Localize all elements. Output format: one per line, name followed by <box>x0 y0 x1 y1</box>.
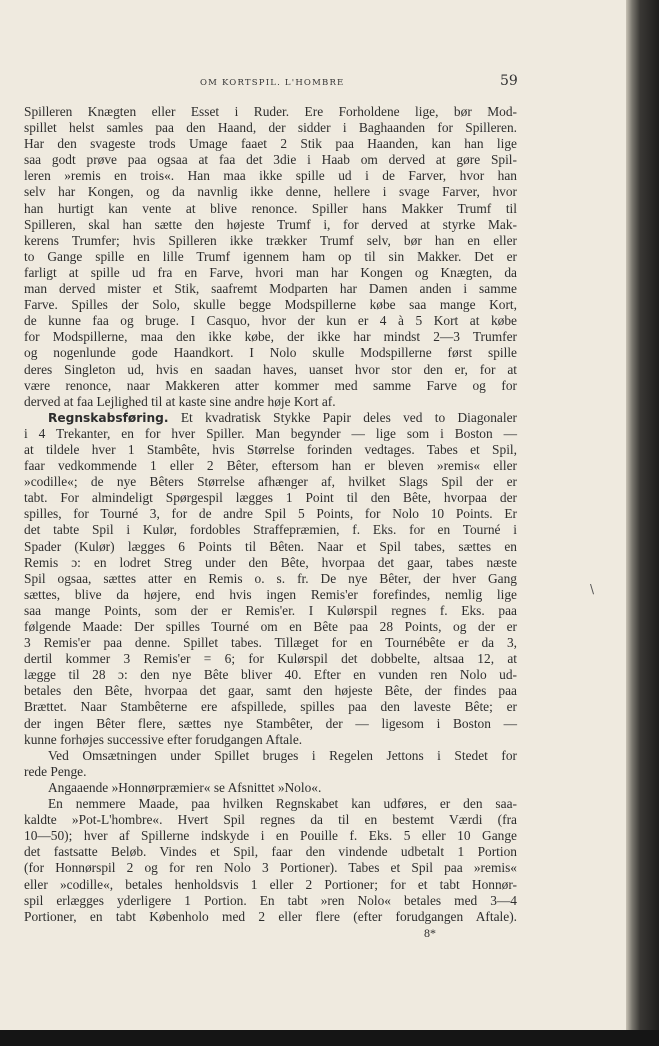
text-line: deres Singleton ud, hvis en saadan haves, uanset hvor stor den er, for at <box>24 361 517 377</box>
text-line: tabt. For almindeligt Spørgespil lægges 1 Point til den Bête, hvorpaa der <box>24 490 517 506</box>
section-first-line-text: Et kvadratisk Stykke Papir deles ved to Diagonaler <box>180 409 517 425</box>
text-line: eller »codille«, betales henholdsvis 1 eller 2 Portioner; for et tabt Honnør- <box>24 876 517 892</box>
text-line: faar vedkommende 1 eller 2 Bêter, eftersom han er bleven »remis« eller <box>24 458 517 474</box>
text-line: to Gange spille en lille Trumf igennem ham op til sin Makker. Det er <box>24 248 517 264</box>
text-line: dertil kommer 3 Remis'er = 6; for Kulørspil det dobbelte, altsaa 12, at <box>24 651 517 667</box>
text-line: (for Honnørspil 2 og for ren Nolo 3 Portioner). Tabes et Spil paa »remis« <box>24 860 517 876</box>
text-line: derved at faa Lejlighed til at kaste sine andre høje Kort af. <box>24 393 336 409</box>
text-line: spil erlægges yderligere 1 Portion. En tabt »ren Nolo« betales med 3—4 <box>24 892 517 908</box>
text-line: være renonce, naar Makkeren atter kommer med samme Farve og for <box>24 377 517 393</box>
text-line: det tabte Spil i Kulør, fordobles Straffepræmien, f. Eks. for en Tourné i <box>24 522 517 538</box>
text-line: Portioner, en tabt Københolo med 2 eller flere (efter forudgangen Aftale). <box>24 908 517 924</box>
book-spine-shadow <box>626 0 659 1030</box>
text-line: spillet helst samles paa den Haand, der sidder i Baghaanden for Spilleren. <box>24 120 517 136</box>
text-line: sættes, blive da højere, end hvis ingen Remis'er forefindes, nemlig lige <box>24 586 517 602</box>
text-line: Spilleren Knægten eller Esset i Ruder. Ere Forholdene lige, bør Mod- <box>24 104 517 119</box>
text-line: 3 Remis'er paa denne. Spillet tabes. Tillæget for en Tournébête er da 3, <box>24 635 517 651</box>
body-text <box>24 104 517 941</box>
section-first-line <box>24 410 517 426</box>
text-line: selv har Kongen, og da navnlig ikke denne, hellere i svage Farver, hvor <box>24 184 517 200</box>
text-line: i 4 Trekanter, en for hver Spiller. Man begynder — lige som i Boston — <box>24 425 517 441</box>
text-line: kaldte »Pot-L'hombre«. Hvert Spil regnes da til en bestemt Værdi (fra <box>24 812 517 828</box>
text-line: Spilleren, skal han sætte den højeste Trumf i, for derved at styrke Mak- <box>24 216 517 232</box>
text-line: man derved mister et Stik, saafremt Modparten har Damen anden i samme <box>24 281 517 297</box>
text-line: »codille«; de nye Bêters Størrelse afhænger af, hvilket Slags Spil der er <box>24 474 517 490</box>
text-line: for Modspillerne, maa den ikke købe, der ikke har mindst 2—3 Trumfer <box>24 329 517 345</box>
text-line: og nogenlunde gode Haandkort. I Nolo skulle Modspillerne først spille <box>24 345 517 361</box>
text-line: Angaaende »Honnørpræmier« se Afsnittet »Nolo«. <box>48 779 322 795</box>
text-line: kerens Trumfer; hvis Spilleren ikke trækker Trumf selv, bør han en eller <box>24 232 517 248</box>
text-line: Spil ogsaa, sættes atter en Remis o. s. fr. De nye Bêter, der hver Gang <box>24 570 517 586</box>
text-line: rede Penge. <box>24 763 87 779</box>
text-line: saa godt prøve paa ogsaa at faa det 3die i Haab om derved at gøre Spil- <box>24 152 517 168</box>
text-line: 10—50); hver af Spillerne indskyde i en Pouille f. Eks. 5 eller 10 Gange <box>24 828 517 844</box>
margin-mark: \ <box>590 582 595 596</box>
page-number: 59 <box>500 73 518 89</box>
text-line: der ingen Bêter flere, sættes nye Stambêter, der — ligesom i Boston — <box>24 715 517 731</box>
text-line: betales den Bête, hvorpaa det gaar, samt den højeste Bête, der findes paa <box>24 683 517 699</box>
text-line: Spader (Kulør) lægges 6 Points til Bêten. Naar et Spil tabes, sættes en <box>24 538 517 554</box>
text-line: kunne forhøjes successive efter forudgangen Aftale. <box>24 731 303 747</box>
text-line: En nemmere Maade, paa hvilken Regnskabet kan udføres, er den saa- <box>48 796 517 812</box>
text-line: Farve. Spilles der Solo, skulle begge Modspillerne købe saa mange Kort, <box>24 297 517 313</box>
text-line: det fastsatte Beløb. Vindes et Spil, faar den vindende udbetalt 1 Portion <box>24 844 517 860</box>
text-line: Har den svageste trods Umage faaet 2 Stik paa Haanden, kan han lige <box>24 136 517 152</box>
text-line: han hurtigt kan vente at blive renonce. Spiller hans Makker Trumf til <box>24 200 517 216</box>
text-line: at tildele hver 1 Stambête, hvis Størrelse forinden vedtages. Tabes et Spil, <box>24 441 517 457</box>
text-line: følgende Maade: Der spilles Tourné om en Bête paa 28 Points, og der er <box>24 619 517 634</box>
text-line: lægge til 28 ɔ: den nye Bête bliver 40. Efter en vunden ren Nolo ud- <box>24 667 517 683</box>
bottom-edge-shadow <box>0 1030 659 1046</box>
text-line: Remis ɔ: en lodret Streg under den Bête, hvorpaa det gaar, tabes næste <box>24 554 517 570</box>
text-line: saa mange Points, som der er Remis'er. I Kulørspil regnes f. Eks. paa <box>24 602 517 618</box>
text-line: Brættet. Naar Stambêterne ere afspillede, spilles paa den laveste Bête; er <box>24 699 517 715</box>
text-line: de kunne faa og bruge. I Casquo, hvor der kun er 4 à 5 Kort at købe <box>24 313 517 329</box>
text-line: farligt at spille ud fra en Farve, hvori man har Kongen og Knægten, da <box>24 264 517 280</box>
text-line: leren »remis en trois«. Han maa ikke spille ud i de Farver, hvor han <box>24 168 517 184</box>
signature-mark: 8* <box>424 925 436 940</box>
text-line: Ved Omsætningen under Spillet bruges i Regelen Jettons i Stedet for <box>48 747 517 763</box>
text-line: spilles, for Tourné 3, for de andre Spil 5 Points, for Nolo 10 Points. Er <box>24 506 517 522</box>
running-head: OM KORTSPIL. L'HOMBRE <box>200 78 345 88</box>
section-heading: Regnskabsføring. <box>48 410 169 425</box>
